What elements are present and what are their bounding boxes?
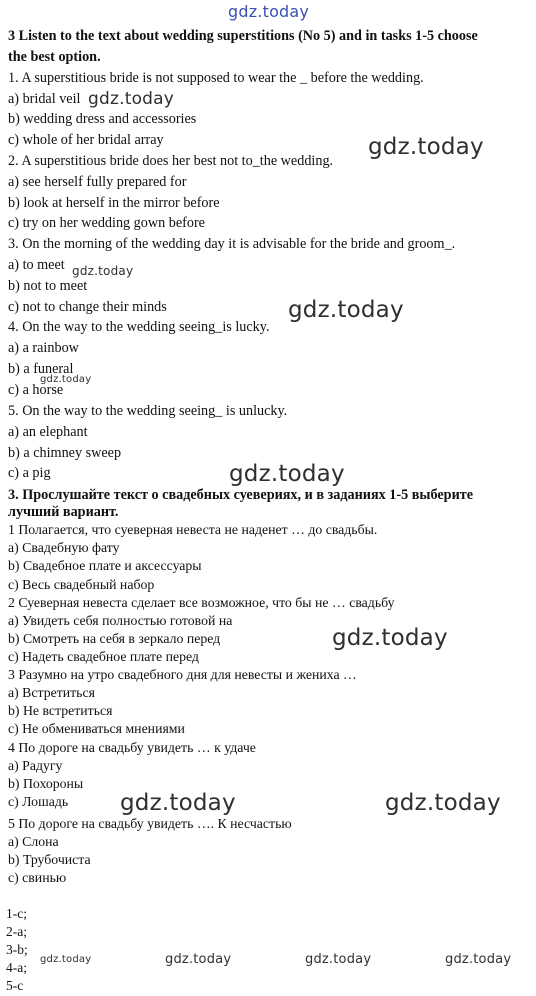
russian-option-1b: b) Свадебное плате и аксессуары — [8, 558, 202, 573]
russian-question-3: 3 Разумно на утро свадебного дня для невесты и жениха … — [8, 667, 357, 682]
watermark: gdz.today — [305, 952, 372, 967]
russian-question-2: 2 Суеверная невеста сделает все возможное, что бы не … свадьбу — [8, 595, 395, 610]
english-option-1b: b) wedding dress and accessories — [8, 111, 197, 127]
english-question-2: 2. A superstitious bride does her best not to_the wedding. — [8, 153, 334, 169]
russian-option-1c: с) Весь свадебный набор — [8, 577, 155, 592]
english-option-3b: b) not to meet — [8, 278, 88, 294]
english-option-4c: c) a horse — [8, 382, 64, 398]
english-option-2b: b) look at herself in the mirror before — [8, 195, 220, 211]
answer-3: 3-b; — [6, 942, 28, 957]
russian-option-2b: b) Смотреть на себя в зеркало перед — [8, 631, 221, 646]
watermark-top: gdz.today — [228, 2, 310, 21]
watermark: gdz.today — [332, 625, 448, 651]
russian-option-5a: а) Слона — [8, 834, 59, 849]
english-question-4: 4. On the way to the wedding seeing_is lucky. — [8, 319, 270, 335]
watermark: gdz.today — [88, 89, 175, 109]
russian-option-2a: а) Увидеть себя полностью готовой на — [8, 613, 233, 628]
watermark: gdz.today — [385, 790, 501, 816]
russian-question-1: 1 Полагается, что суеверная невеста не наденет … до свадьбы. — [8, 522, 378, 537]
english-question-3: 3. On the morning of the wedding day it is advisable for the bride and groom_. — [8, 236, 456, 252]
watermark: gdz.today — [165, 952, 232, 967]
english-option-4a: a) a rainbow — [8, 340, 79, 356]
english-option-5a: a) an elephant — [8, 424, 88, 440]
russian-task-title: 3. Прослушайте текст о свадебных суевериях, и в заданиях 1-5 выберите — [8, 487, 474, 503]
watermark: gdz.today — [40, 954, 92, 965]
answer-2: 2-a; — [6, 924, 27, 939]
english-task-title: 3 Listen to the text about wedding superstitions (No 5) and in tasks 1-5 choose — [8, 28, 478, 44]
russian-option-4a: а) Радугу — [8, 758, 63, 773]
english-option-1c: c) whole of her bridal array — [8, 132, 164, 148]
english-option-2c: c) try on her wedding gown before — [8, 215, 205, 231]
english-option-5b: b) a chimney sweep — [8, 445, 122, 461]
russian-question-4: 4 По дороге на свадьбу увидеть … к удаче — [8, 740, 256, 755]
watermark: gdz.today — [72, 264, 134, 278]
english-task-title-cont: the best option. — [8, 49, 101, 65]
answer-4: 4-a; — [6, 960, 27, 975]
russian-option-1a: а) Свадебную фату — [8, 540, 120, 555]
english-option-4b: b) a funeral — [8, 361, 74, 377]
russian-option-3c: с) Не обмениваться мнениями — [8, 721, 185, 736]
russian-option-4b: b) Похороны — [8, 776, 84, 791]
english-option-5c: c) a pig — [8, 465, 51, 481]
russian-task-title-cont: лучший вариант. — [8, 504, 119, 520]
russian-option-2c: с) Надеть свадебное плате перед — [8, 649, 199, 664]
english-question-5: 5. On the way to the wedding seeing_ is unlucky. — [8, 403, 288, 419]
watermark: gdz.today — [445, 952, 512, 967]
english-option-3c: c) not to change their minds — [8, 299, 167, 315]
english-question-1: 1. A superstitious bride is not supposed to wear the _ before the wedding. — [8, 70, 424, 86]
russian-option-3a: а) Встретиться — [8, 685, 95, 700]
answer-5: 5-c — [6, 978, 24, 993]
english-option-2a: a) see herself fully prepared for — [8, 174, 187, 190]
watermark: gdz.today — [288, 297, 404, 323]
russian-option-4c: с) Лошадь — [8, 794, 69, 809]
watermark: gdz.today — [120, 790, 236, 816]
russian-question-5: 5 По дороге на свадьбу увидеть …. К несчастью — [8, 816, 292, 831]
watermark: gdz.today — [229, 461, 345, 487]
russian-option-3b: b) Не встретиться — [8, 703, 113, 718]
english-option-1a: a) bridal veil — [8, 91, 81, 107]
english-option-3a: a) to meet — [8, 257, 65, 273]
russian-option-5b: b) Трубочиста — [8, 852, 91, 867]
watermark: gdz.today — [368, 134, 484, 160]
watermark: gdz.today — [40, 374, 92, 385]
answer-1: 1-c; — [6, 906, 27, 921]
russian-option-5c: с) свинью — [8, 870, 67, 885]
